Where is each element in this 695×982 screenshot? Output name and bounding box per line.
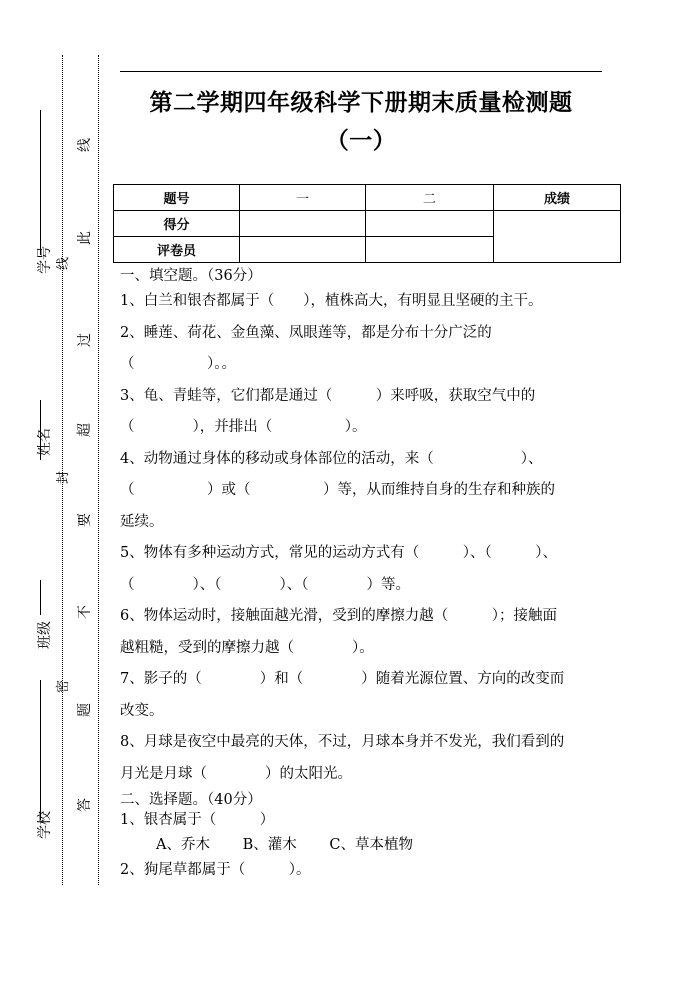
- binding-dotted-line-inner: [98, 55, 99, 885]
- header-cell-total: 成绩: [494, 185, 621, 211]
- seal-char-3: 过: [77, 333, 93, 347]
- class-underline: [40, 580, 41, 615]
- question-8-line-1: 8、月球是夜空中最亮的天体，不过，月球本身并不发光，我们看到的: [120, 734, 565, 750]
- question-4-line-3: 延续。: [120, 513, 164, 530]
- option-b: B、灌木: [242, 837, 297, 853]
- score-row: [114, 211, 621, 237]
- top-rule: [120, 71, 602, 72]
- seal-left-char-2: 封: [56, 470, 72, 485]
- grader-cell-part-2: [366, 237, 494, 263]
- seal-char-1: 线: [77, 138, 93, 152]
- row-label-score: 得分: [114, 211, 240, 237]
- student-id-label: 学号: [37, 246, 53, 274]
- name-label: 姓名: [37, 428, 53, 456]
- choice-question-2: 2、狗尾草都属于（ ）。: [120, 862, 311, 878]
- question-8-line-2: 月光是月球（ ）的太阳光。: [120, 765, 352, 782]
- exam-subtitle: （一）: [325, 128, 397, 154]
- question-4-line-1: 4、动物通过身体的移动或身体部位的活动，来（ ）、: [120, 450, 543, 467]
- seal-left-char-3: 密: [56, 679, 72, 694]
- question-6-line-2: 越粗糙，受到的摩擦力越（ ）。: [120, 639, 374, 656]
- seal-char-5: 要: [77, 513, 93, 527]
- seal-left-char-1: 线: [56, 256, 72, 271]
- header-cell-part-2: 二: [366, 185, 494, 211]
- option-c: C、草本植物: [329, 837, 413, 853]
- exam-title: 第二学期四年级科学下册期末质量检测题: [149, 90, 573, 116]
- seal-char-2: 此: [77, 231, 93, 245]
- question-1: 1、白兰和银杏都属于（ ），植株高大，有明显且坚硬的主干。: [120, 293, 543, 309]
- choice-question-1: 1、银杏属于（ ）: [120, 812, 275, 828]
- seal-char-7: 题: [77, 703, 93, 717]
- score-cell-part-2: [366, 211, 494, 237]
- question-2-line-2: （ ）。。: [120, 356, 236, 372]
- question-3-line-2: （ ），并排出（ ）。: [120, 419, 367, 435]
- question-4-line-2: （ ）或（ ）等，从而维持自身的生存和种族的: [120, 482, 555, 498]
- question-2-line-1: 2、睡莲、荷花、金鱼藻、凤眼莲等，都是分布十分广泛的: [120, 324, 492, 341]
- score-table: [113, 184, 621, 263]
- option-a: A、乔木: [156, 837, 210, 853]
- student-id-underline: [40, 110, 41, 255]
- total-score-cell: [494, 211, 621, 263]
- section-2-questions: [120, 808, 602, 883]
- header-cell-question-number: 题号: [114, 185, 240, 211]
- section-1-questions: [120, 286, 602, 790]
- section-1-heading: 一、填空题。（36分）: [120, 268, 262, 284]
- question-5-line-2: （ ）、（ ）、（ ）等。: [120, 576, 410, 593]
- row-label-grader: 评卷员: [114, 237, 240, 263]
- question-7-line-2: 改变。: [120, 702, 164, 719]
- school-label: 学校: [37, 811, 53, 839]
- question-5-line-1: 5、物体有多种运动方式，常见的运动方式有（ ）、（ ）、: [120, 545, 557, 561]
- question-7-line-1: 7、影子的（ ）和（ ）随着光源位置、方向的改变而: [120, 671, 565, 687]
- score-cell-part-1: [240, 211, 366, 237]
- class-label: 班级: [37, 621, 53, 649]
- choice-question-1-options: [120, 833, 602, 858]
- section-2-heading: 二、选择题。（40分）: [120, 792, 262, 808]
- grader-cell-part-1: [240, 237, 366, 263]
- header-cell-part-1: 一: [240, 185, 366, 211]
- question-3-line-1: 3、龟、青蛙等，它们都是通过（ ）来呼吸，获取空气中的: [120, 387, 536, 404]
- seal-char-4: 超: [77, 423, 93, 437]
- seal-char-8: 答: [77, 798, 93, 812]
- question-6-line-1: 6、物体运动时，接触面越光滑，受到的摩擦力越（ ）；接触面: [120, 608, 557, 624]
- score-table-header-row: [114, 185, 621, 211]
- seal-char-6: 不: [77, 605, 93, 619]
- school-underline: [40, 680, 41, 820]
